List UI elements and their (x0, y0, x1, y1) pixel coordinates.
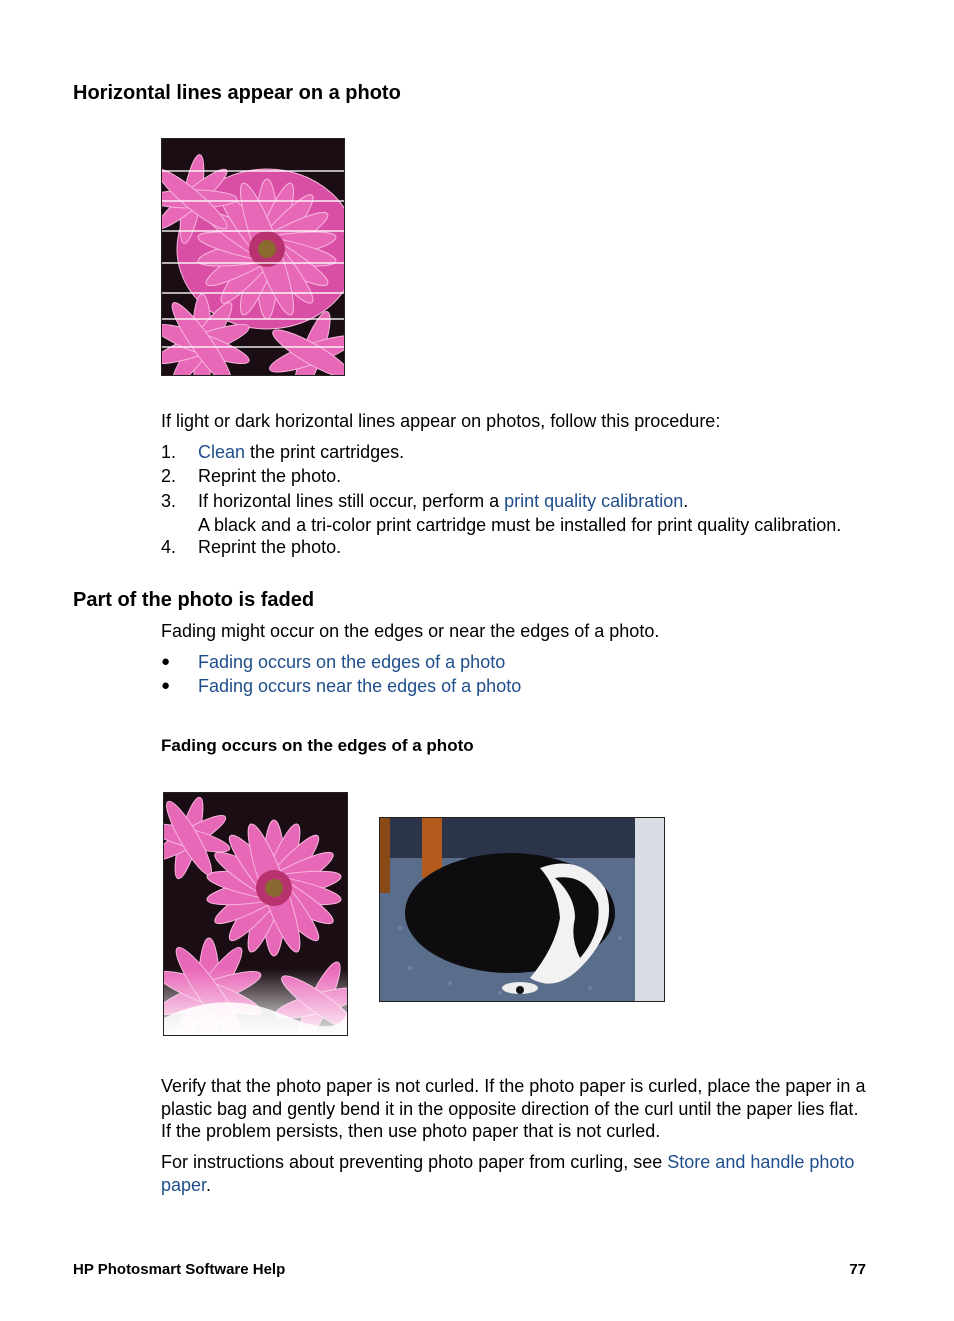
bullet-list (0, 651, 954, 701)
bullet-marker: ● (161, 677, 171, 694)
page-number: 77 (849, 1261, 866, 1278)
subheading-fading-edges: Fading occurs on the edges of a photo (161, 736, 474, 755)
paragraph-text: . (206, 1174, 212, 1195)
dog-image (380, 818, 665, 1002)
fading-near-edges-link[interactable]: Fading occurs near the edges of a photo (198, 676, 522, 696)
section2-intro: Fading might occur on the edges or near the edges of a photo. (161, 621, 660, 641)
faded-flower-image (164, 793, 348, 1036)
paragraph-curled-paper: Verify that the photo paper is not curled. If the photo paper is curled, place the paper in a plastic bag and gently bend it in the opposite direction of the curl until the paper lies flat. If the problem persists, then use photo paper that is not curled. (161, 1076, 866, 1141)
flower-image (162, 139, 345, 376)
step-text: . (683, 491, 689, 511)
list-text (198, 490, 688, 513)
step-text: If horizontal lines still occur, perform a (198, 491, 505, 511)
list-number: 3. (161, 491, 177, 511)
step-text: Reprint the photo. (198, 537, 342, 557)
faded-flower-photo (163, 792, 348, 1036)
list-number: 2. (161, 466, 177, 486)
paragraph-text: For instructions about preventing photo paper from curling, see (161, 1152, 668, 1172)
list-number: 1. (161, 442, 177, 462)
list-text (198, 441, 404, 464)
dog-photo (379, 817, 665, 1002)
clean-link[interactable]: Clean (198, 442, 246, 462)
store-handle-photo-paper-link[interactable]: Store and handle photo paper (161, 1152, 855, 1195)
step-text: Reprint the photo. (198, 466, 342, 486)
step-note: A black and a tri-color print cartridge must be installed for print quality calibration. (198, 515, 842, 535)
section-heading-horizontal-lines: Horizontal lines appear on a photo (73, 82, 401, 104)
fading-on-edges-link[interactable]: Fading occurs on the edges of a photo (198, 652, 506, 672)
bullet-marker: ● (161, 653, 171, 670)
paragraph-preventing-curl (161, 1151, 871, 1196)
procedure-list (0, 441, 954, 565)
step-text: the print cartridges. (245, 442, 405, 462)
print-quality-calibration-link[interactable]: print quality calibration (504, 491, 684, 511)
section1-intro: If light or dark horizontal lines appear on photos, follow this procedure: (161, 411, 721, 431)
section-heading-faded: Part of the photo is faded (73, 589, 315, 611)
flower-photo-with-lines (161, 138, 345, 376)
list-number: 4. (161, 537, 177, 557)
footer-title: HP Photosmart Software Help (73, 1261, 286, 1278)
